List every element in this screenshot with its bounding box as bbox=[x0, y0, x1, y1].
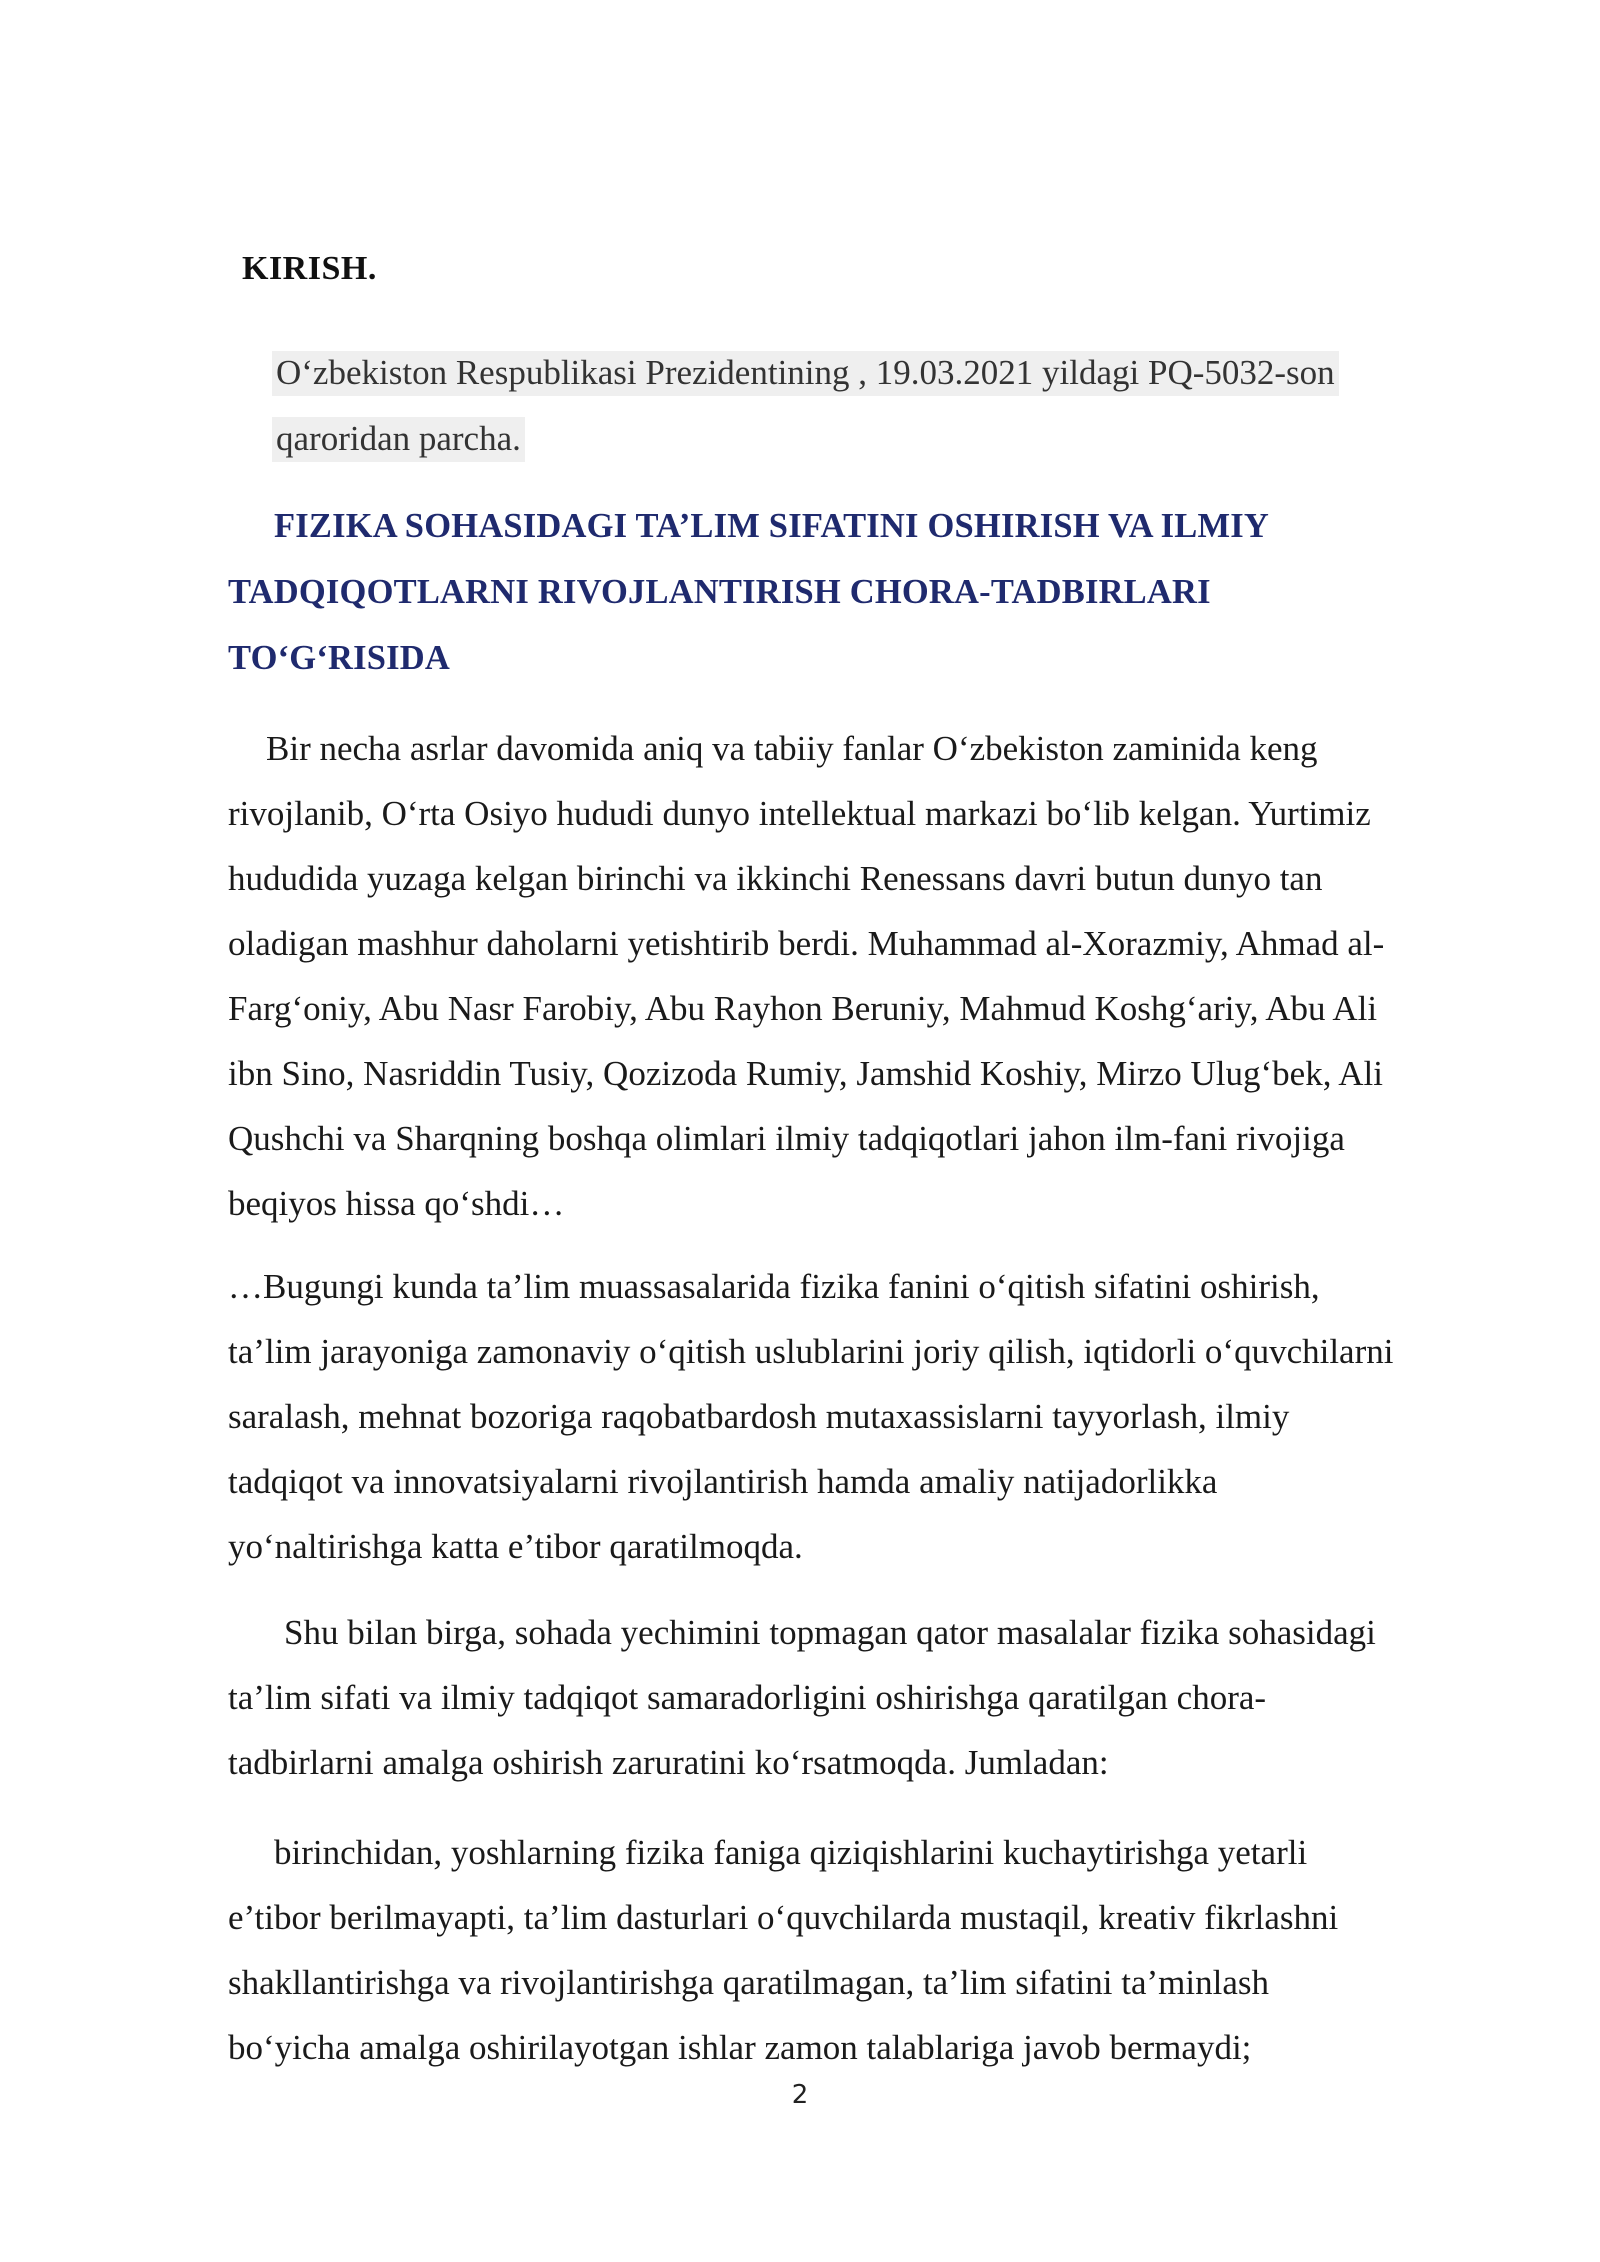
paragraph-line: ta’lim jarayoniga zamonaviy o‘qitish uslublarini joriy qilish, iqtidorli o‘quvchilarni bbox=[228, 1332, 1394, 1371]
title-line: TADQIQOTLARNI RIVOJLANTIRISH CHORA-TADBIRLARI bbox=[228, 573, 1211, 611]
paragraph-line: Farg‘oniy, Abu Nasr Farobiy, Abu Rayhon Beruniy, Mahmud Koshg‘ariy, Abu Ali bbox=[228, 989, 1378, 1028]
paragraph-line: …Bugungi kunda ta’lim muassasalarida fizika fanini o‘qitish sifatini oshirish, bbox=[228, 1267, 1320, 1306]
paragraph-line: shakllantirishga va rivojlantirishga qaratilmagan, ta’lim sifatini ta’minlash bbox=[228, 1963, 1269, 2002]
excerpt-line bbox=[272, 340, 1432, 406]
paragraph-line: Shu bilan birga, sohada yechimini topmagan qator masalalar fizika sohasidagi bbox=[284, 1613, 1376, 1652]
paragraph-line: tadqiqot va innovatsiyalarni rivojlantirish hamda amaliy natijadorlikka bbox=[228, 1462, 1218, 1501]
paragraph-history bbox=[228, 716, 1483, 1236]
paragraph-today bbox=[228, 1254, 1483, 1579]
excerpt-line bbox=[272, 406, 1432, 472]
paragraph-line: rivojlanib, O‘rta Osiyo hududi dunyo intellektual markazi bo‘lib kelgan. Yurtimiz bbox=[228, 794, 1371, 833]
decree-excerpt bbox=[272, 340, 1432, 472]
paragraph-line: Qushchi va Sharqning boshqa olimlari ilmiy tadqiqotlari jahon ilm-fani rivojiga bbox=[228, 1119, 1345, 1158]
paragraph-line: oladigan mashhur daholarni yetishtirib berdi. Muhammad al-Xorazmiy, Ahmad al- bbox=[228, 924, 1385, 963]
title-line: FIZIKA SOHASIDAGI TA’LIM SIFATINI OSHIRISH VA ILMIY bbox=[274, 507, 1269, 545]
paragraph-line: ibn Sino, Nasriddin Tusiy, Qozizoda Rumiy, Jamshid Koshiy, Mirzo Ulug‘bek, Ali bbox=[228, 1054, 1383, 1093]
paragraph-line: tadbirlarni amalga oshirish zaruratini ko‘rsatmoqda. Jumladan: bbox=[228, 1743, 1109, 1782]
paragraph-line: hududida yuzaga kelgan birinchi va ikkinchi Renessans davri butun dunyo tan bbox=[228, 859, 1323, 898]
paragraph-line: Bir necha asrlar davomida aniq va tabiiy fanlar O‘zbekiston zaminida keng bbox=[266, 729, 1318, 768]
paragraph-line: e’tibor berilmayapti, ta’lim dasturlari o‘quvchilarda mustaqil, kreativ fikrlashni bbox=[228, 1898, 1339, 1937]
paragraph-line: saralash, mehnat bozoriga raqobatbardosh mutaxassislarni tayyorlash, ilmiy bbox=[228, 1397, 1290, 1436]
title-line: TO‘G‘RISIDA bbox=[228, 639, 451, 677]
section-heading: KIRISH. bbox=[242, 250, 377, 287]
paragraph-line: bo‘yicha amalga oshirilayotgan ishlar zamon talablariga javob bermaydi; bbox=[228, 2028, 1252, 2067]
paragraph-line: beqiyos hissa qo‘shdi… bbox=[228, 1184, 565, 1223]
paragraph-issues bbox=[228, 1600, 1483, 1795]
paragraph-line: ta’lim sifati va ilmiy tadqiqot samaradorligini oshirishga qaratilgan chora- bbox=[228, 1678, 1267, 1717]
excerpt-line-text: O‘zbekiston Respublikasi Prezidentining , 19.03.2021 yildagi PQ-5032-son bbox=[272, 351, 1339, 396]
paragraph-line: yo‘naltirishga katta e’tibor qaratilmoqda. bbox=[228, 1527, 803, 1566]
page-number: 2 bbox=[791, 2080, 809, 2110]
excerpt-line-text: qaroridan parcha. bbox=[272, 417, 525, 462]
paragraph-first-issue bbox=[228, 1820, 1483, 2080]
paragraph-line: birinchidan, yoshlarning fizika faniga qiziqishlarini kuchaytirishga yetarli bbox=[274, 1833, 1308, 1872]
decree-title bbox=[228, 493, 1468, 691]
